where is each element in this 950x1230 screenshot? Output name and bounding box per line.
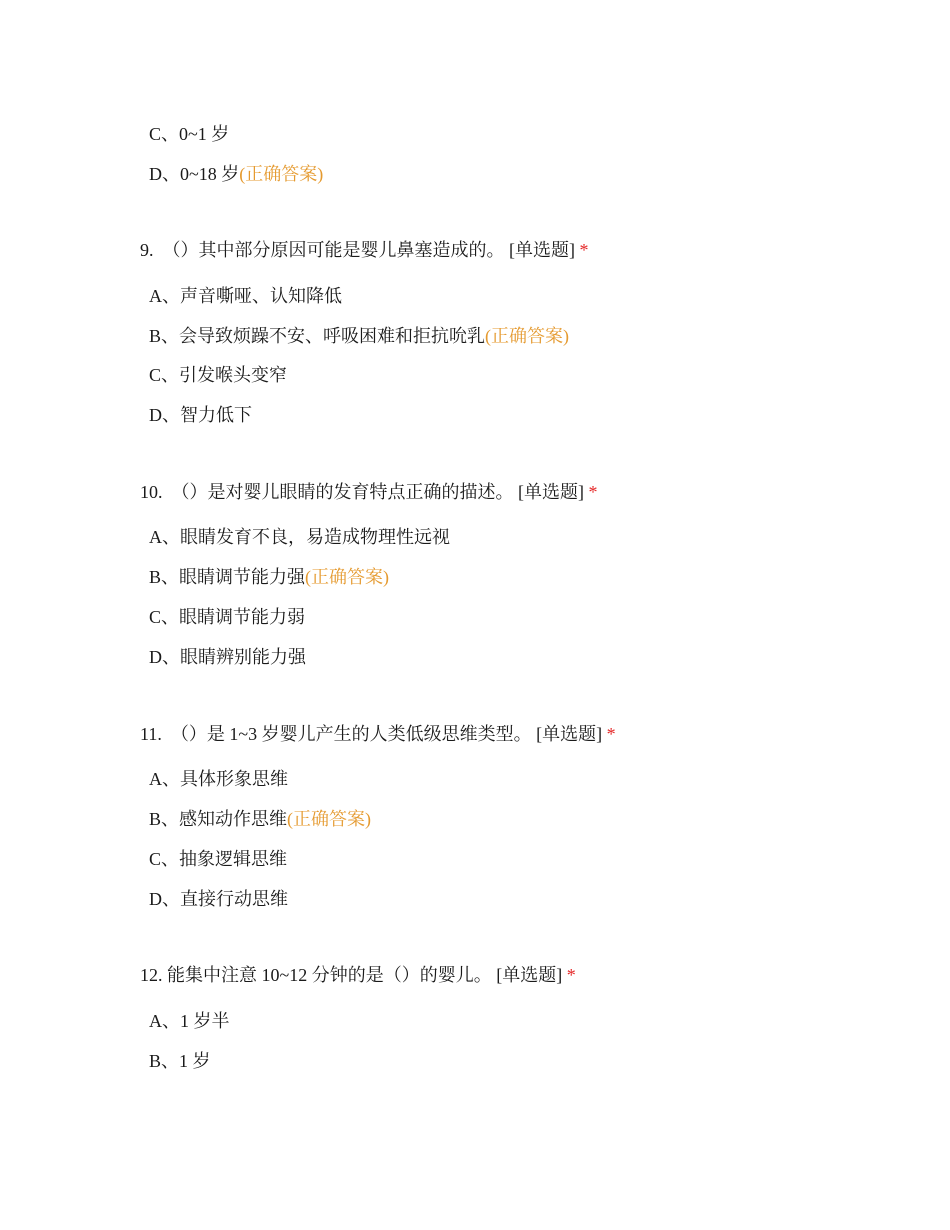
option-text: B、眼睛调节能力强	[149, 567, 306, 587]
question-title	[140, 722, 616, 746]
option-text: C、抽象逻辑思维	[149, 849, 288, 869]
option-item	[149, 767, 288, 791]
option-item	[149, 284, 342, 308]
option-text: A、具体形象思维	[149, 769, 288, 789]
required-star: *	[588, 482, 598, 502]
option-item	[149, 887, 288, 911]
option-text: C、引发喉头变窄	[149, 365, 288, 385]
option-text: D、智力低下	[149, 405, 252, 425]
question-title	[140, 238, 589, 262]
option-text: B、感知动作思维	[149, 809, 288, 829]
option-text: C、0~1 岁	[149, 124, 230, 144]
option-text: D、直接行动思维	[149, 889, 288, 909]
option-text: D、0~18 岁	[149, 164, 240, 184]
question-title	[140, 963, 576, 987]
option-item	[149, 1049, 211, 1073]
question-type-tag: [单选题]	[509, 240, 575, 260]
option-item	[149, 403, 252, 427]
option-item	[149, 525, 450, 549]
question-number: 9.	[140, 240, 154, 260]
correct-answer-note: (正确答案)	[305, 567, 390, 587]
correct-answer-note: (正确答案)	[287, 809, 372, 829]
option-item	[149, 605, 305, 629]
question-title	[140, 480, 598, 504]
question-text: 能集中注意 10~12 分钟的是（）的婴儿。	[167, 965, 492, 985]
option-item	[149, 847, 287, 871]
option-item	[149, 363, 287, 387]
question-text: （）是 1~3 岁婴儿产生的人类低级思维类型。	[170, 724, 532, 744]
option-text: A、眼睛发育不良，易造成物理性远视	[149, 527, 450, 547]
correct-answer-note: (正确答案)	[485, 326, 570, 346]
question-number: 12.	[140, 965, 163, 985]
question-number: 11.	[140, 724, 162, 744]
option-item	[149, 645, 306, 669]
option-item	[149, 1009, 230, 1033]
option-item	[149, 122, 229, 146]
option-text: B、会导致烦躁不安、呼吸困难和拒抗吮乳	[149, 326, 486, 346]
question-text: （）其中部分原因可能是婴儿鼻塞造成的。	[162, 240, 505, 260]
option-text: C、眼睛调节能力弱	[149, 607, 306, 627]
option-text: A、1 岁半	[149, 1011, 230, 1031]
required-star: *	[579, 240, 589, 260]
option-text: B、1 岁	[149, 1051, 211, 1071]
option-text: A、声音嘶哑、认知降低	[149, 286, 342, 306]
correct-answer-note: (正确答案)	[239, 164, 324, 184]
question-type-tag: [单选题]	[518, 482, 584, 502]
question-text: （）是对婴儿眼睛的发育特点正确的描述。	[171, 482, 514, 502]
option-item	[149, 162, 323, 186]
option-text: D、眼睛辨别能力强	[149, 647, 306, 667]
question-number: 10.	[140, 482, 163, 502]
question-type-tag: [单选题]	[496, 965, 563, 985]
question-type-tag: [单选题]	[536, 724, 603, 744]
required-star: *	[566, 965, 576, 985]
option-item	[149, 807, 371, 831]
option-item	[149, 324, 569, 348]
option-item	[149, 565, 389, 589]
required-star: *	[606, 724, 616, 744]
